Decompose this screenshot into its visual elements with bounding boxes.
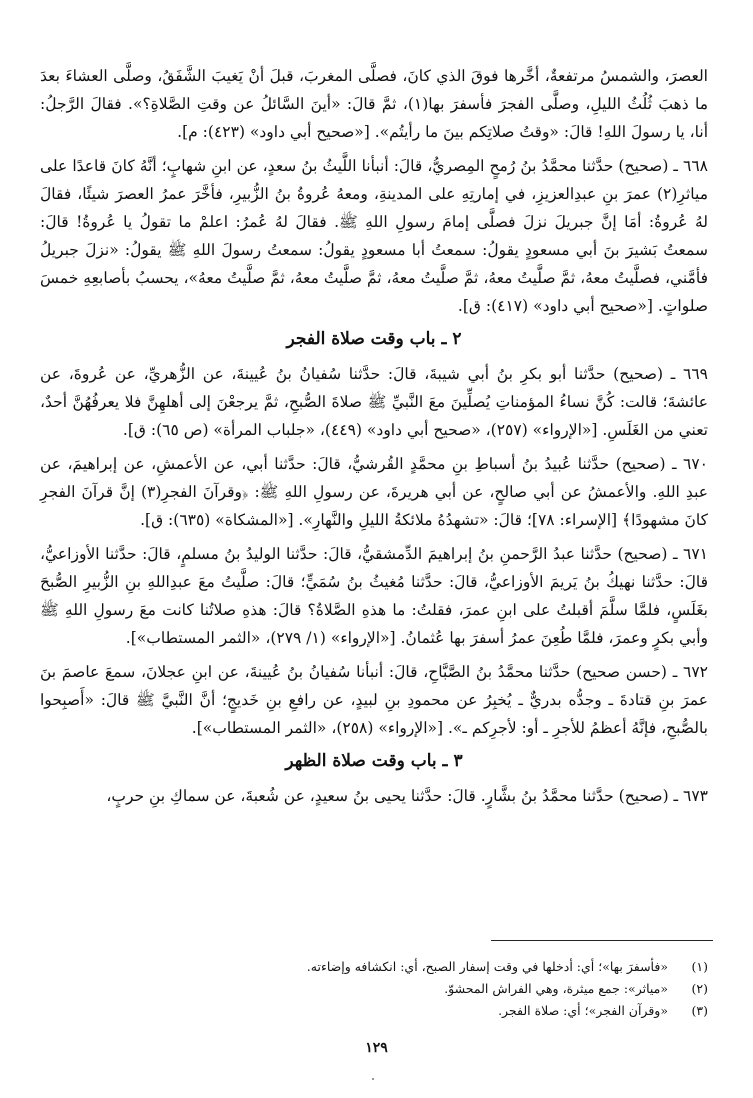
footnote-1 xyxy=(40,956,708,978)
section-heading-fajr: ٢ ـ باب وقت صلاة الفجر xyxy=(286,329,462,349)
footnote-number: (٢) xyxy=(691,981,708,996)
footnotes xyxy=(40,956,708,1022)
hadith-671: ٦٧١ ـ (صحيح) حدَّثنا عبدُ الرَّحمنِ بنُ إبراهيمَ الدِّمشقيُّ، قالَ: حدَّثنا الوليدُ بنُ مسلمٍ، قالَ: حدَّثنا الأوزاعيُّ، قالَ: حدَّثنا نهيكُ بنُ يَريمَ الأوزاعيُّ، قالَ: حدَّثنا مُغيثُ بنُ سُمَيٍّ؛ قالَ: صلَّيتُ معَ عبدِاللهِ بنِ الزُّبيرِ الصُّبحَ بغَلَسٍ، فلمَّا سلَّمَ أقبلتُ على ابنِ عمرَ، فقلتُ: ما هذهِ الصَّلاةُ؟ قالَ: هذهِ صلاتُنا كانت معَ رسولِ اللهِ ﷺ وأبي بكرٍ وعمرَ، فلمَّا طُعِنَ عمرُ أسفرَ بها عُثمانُ. [«الإرواء» (١/ ٢٧٩)، «الثمر المستطاب»]. xyxy=(40,545,708,647)
footnote-3 xyxy=(40,1000,708,1022)
footnote-2 xyxy=(40,978,708,1000)
footnote-text: «وقرآن الفجر»؛ أي: صلاة الفجر. xyxy=(498,1003,668,1018)
scan-mark xyxy=(372,1078,374,1080)
footnote-text: «فأسفرَ بها»؛ أي: أدخلها في وقت إسفار الصبح، أي: انكشافه وإضاءته. xyxy=(306,959,668,974)
footnote-number: (٣) xyxy=(691,1003,708,1018)
hadith-672: ٦٧٢ ـ (حسن صحيح) حدَّثنا محمَّدُ بنُ الصَّبَّاحِ، قالَ: أنبأنا سُفيانُ بنُ عُيينةَ، عن ابنِ عجلانَ، سمعَ عاصمَ بنَ عمرَ بنِ قتادةَ ـ وجدُّه بدريٌّ ـ يُخبِرُ عن محمودِ بنِ لبيدٍ، عن رافعِ بنِ خَديجٍ؛ أنَّ النَّبيَّ ﷺ قالَ: «أَصبِحوا بالصُّبحِ، فإنَّهُ أعظمُ للأجرِ ـ أو: لأجرِكم ـ». [«الإرواء» (٢٥٨)، «الثمر المستطاب»]. xyxy=(40,663,708,737)
footnote-text: «مياثر»: جمع ميثرة، وهي الفراش المحشوّ. xyxy=(444,981,668,996)
hadith-670: ٦٧٠ ـ (صحيح) حدَّثنا عُبيدُ بنُ أسباطِ بنِ محمَّدٍ القُرشيُّ، قالَ: حدَّثنا أبي، عن الأعمشِ، عن إبراهيمَ، عن عبدِ اللهِ. والأعمشُ عن أبي صالحٍ، عن أبي هريرةَ، عن رسولِ اللهِ ﷺ: ﴿وقرآنَ الفجرِ(٣) إنَّ قرآنَ الفجرِ كانَ مشهودًا﴾ [الإسراء: ٧٨]؛ قالَ: «تشهدُهُ ملائكةُ الليلِ والنَّهارِ». [«المشكاة» (٦٣٥): ق]. xyxy=(40,455,708,529)
hadith-668: ٦٦٨ ـ (صحيح) حدَّثنا محمَّدُ بنُ رُمحٍ المِصريُّ، قالَ: أنبأنا اللَّيثُ بنُ سعدٍ، عن ابنِ شهابٍ؛ أنَّهُ كانَ قاعدًا على مياثرِ(٢) عمرَ بنِ عبدِالعزيزِ، في إمارتِهِ على المدينةِ، ومعهُ عُروةُ بنُ الزُّبيرِ، فأخَّرَ عمرُ العصرَ شيئًا، فقالَ لهُ عُروةُ: أمَا إنَّ جبريلَ نزلَ فصلَّى إمامَ رسولِ اللهِ ﷺ. فقالَ لهُ عُمرُ: اعلمْ ما تقولُ يا عُروةُ! قالَ: سمعتُ بَشيرَ بنَ أبي مسعودٍ يقولُ: سمعتُ أبا مسعودٍ يقولُ: سمعتُ رسولَ اللهِ ﷺ يقولُ: «نزلَ جبريلُ فأمَّني، فصلَّيتُ معهُ، ثمَّ صلَّيتُ معهُ، ثمَّ صلَّيتُ معهُ، ثمَّ صلَّيتُ معهُ، ثمَّ صلَّيتُ معهُ»، يحسبُ بأصابعِهِ خمسَ صلواتٍ. [«صحيح أبي داود» (٤١٧): ق]. xyxy=(40,157,708,315)
footnote-number: (١) xyxy=(691,959,708,974)
page-body xyxy=(40,62,708,816)
footnote-divider xyxy=(491,940,713,941)
page-number: ١٢٩ xyxy=(365,1040,388,1056)
paragraph: العصرَ، والشمسُ مرتفعةٌ، أخَّرها فوقَ الذي كانَ، فصلَّى المغربَ، قبلَ أنْ يَغيبَ الشَّفَقُ، وصلَّى العشاءَ بعدَ ما ذهبَ ثُلُثُ الليلِ، وصلَّى الفجرَ فأسفرَ بها(١)، ثمَّ قالَ: «أينَ السَّائلُ عن وقتِ الصَّلاةِ؟». فقالَ الرَّجلُ: أنا، يا رسولَ اللهِ! قالَ: «وقتُ صلاتِكم بينَ ما رأيتُم». [«صحيح أبي داود» (٤٢٣): م]. xyxy=(40,67,709,141)
hadith-673: ٦٧٣ ـ (صحيح) حدَّثنا محمَّدُ بنُ بشَّارٍ. قالَ: حدَّثنا يحيى بنُ سعيدٍ، عن شُعبةَ، عن سماكِ بنِ حربٍ، xyxy=(106,787,708,805)
section-heading-dhuhr: ٣ ـ باب وقت صلاة الظهر xyxy=(285,751,463,771)
hadith-669: ٦٦٩ ـ (صحيح) حدَّثنا أبو بكرِ بنُ أبي شيبةَ، قالَ: حدَّثنا سُفيانُ بنُ عُيينةَ، عن الزُّهريِّ، عن عُروةَ، عن عائشةَ؛ قالت: كُنَّ نساءُ المؤمناتِ يُصلِّينَ معَ النَّبيِّ ﷺ صلاةَ الصُّبحِ، ثمَّ يرجعْنَ إلى أهلهِنَّ فلا يعرفُهُنَّ أحدٌ، تعني من الغَلَسِ. [«الإرواء» (٢٥٧)، «صحيح أبي داود» (٤٤٩)، «جلباب المرأة» (ص ٦٥): ق]. xyxy=(40,365,708,439)
